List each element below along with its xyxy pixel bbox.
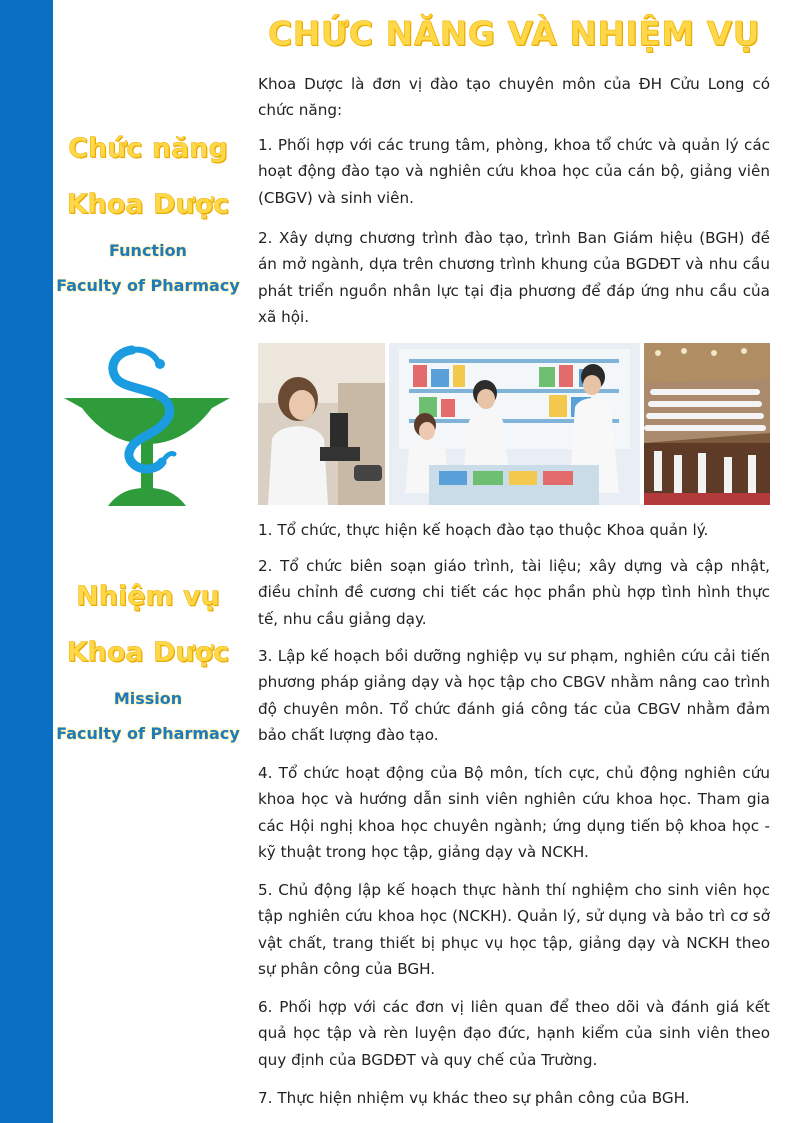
photo-lab-microscope: [258, 343, 385, 505]
function-item-2: 2. Xây dựng chương trình đào tạo, trình Ban Giám hiệu (BGH) đề án mở ngành, dựa trên chương trình khung của BGDĐT và nhu cầu phát triển nguồn nhân lực tại địa phương để đáp ứng nhu cầu của xã hội.: [258, 229, 770, 327]
mission-item-6: 6. Phối hợp với các đơn vị liên quan để theo dõi và đánh giá kết quả học tập và rèn luyện đạo đức, hạnh kiểm của sinh viên theo quy định của BGDĐT và quy chế của Trường.: [258, 998, 770, 1069]
function-subtitle-line2: Faculty of Pharmacy: [56, 276, 240, 295]
function-intro: Khoa Dược là đơn vị đào tạo chuyên môn của ĐH Cửu Long có chức năng:: [258, 75, 770, 120]
mission-heading-line1: Nhiệm vụ: [76, 581, 220, 612]
page-title: CHỨC NĂNG VÀ NHIỆM VỤ: [267, 14, 760, 53]
left-sidebar-band: [0, 0, 53, 1123]
mission-item-2: 2. Tổ chức biên soạn giáo trình, tài liệu; xây dựng và cập nhật, điều chỉnh đề cương chi tiết các học phần phù hợp tình hình thực tế, nhu cầu giảng dạy.: [258, 557, 770, 628]
function-subtitle-line1: Function: [109, 241, 187, 260]
photo-strip: [258, 343, 770, 505]
mission-item-7: 7. Thực hiện nhiệm vụ khác theo sự phân công của BGH.: [258, 1089, 690, 1107]
mission-heading-line2: Khoa Dược: [66, 637, 230, 668]
mission-item-5: 5. Chủ động lập kế hoạch thực hành thí nghiệm cho sinh viên học tập nghiên cứu khoa học (NCKH). Quản lý, sử dụng và bảo trì cơ sở vật chất, trang thiết bị phục vụ học tập, giảng dạy và NCKH theo sự phân công của BGH.: [258, 881, 770, 979]
function-heading-line2: Khoa Dược: [66, 189, 230, 220]
photo-auditorium: [644, 343, 770, 505]
function-item-1: 1. Phối hợp với các trung tâm, phòng, khoa tổ chức và quản lý các hoạt động đào tạo và nghiên cứu khoa học của cán bộ, giảng viên (CBGV) và sinh viên.: [258, 136, 770, 207]
mission-item-4: 4. Tổ chức hoạt động của Bộ môn, tích cực, chủ động nghiên cứu khoa học và hướng dẫn sinh viên nghiên cứu khoa học. Tham gia các Hội nghị khoa học chuyên ngành; ứng dụng tiến bộ khoa học - kỹ thuật trong học tập, giảng dạy và NCKH.: [258, 764, 770, 862]
mission-item-1: 1. Tổ chức, thực hiện kế hoạch đào tạo thuộc Khoa quản lý.: [258, 521, 709, 539]
photo-pharmacy-counter: [389, 343, 640, 505]
pharmacy-bowl-snake-icon: [62, 340, 232, 510]
mission-subtitle-line1: Mission: [113, 689, 183, 708]
mission-subtitle-line2: Faculty of Pharmacy: [56, 724, 240, 743]
mission-item-3: 3. Lập kế hoạch bồi dưỡng nghiệp vụ sư phạm, nghiên cứu cải tiến phương pháp giảng dạy và học tập cho CBGV nhằm nâng cao trình độ chuyên môn. Tổ chức đánh giá công tác của CBGV nhằm đảm bảo chất lượng đào tạo.: [258, 647, 770, 745]
function-heading-line1: Chức năng: [68, 133, 228, 164]
